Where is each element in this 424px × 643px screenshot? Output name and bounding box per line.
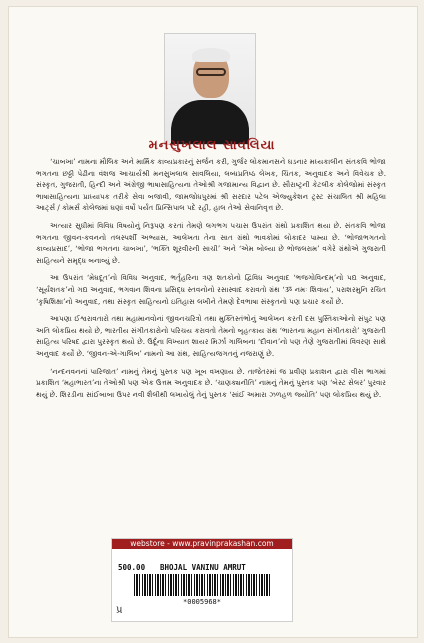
barcode-number: *0005968* [183, 598, 221, 606]
price-label: 500.00 [118, 563, 146, 572]
author-photo-hair [192, 48, 230, 62]
webstore-banner: webstore - www.pravinprakashan.com [112, 539, 292, 549]
price-sticker [111, 538, 293, 622]
author-bio [36, 156, 386, 406]
bio-paragraph: ‘ચાબખા’ નામના મૌલિક અને માર્મિક કાવ્યપ્રકારનું સર્જન કરી, ગુર્જર લોકમાનસને ઘડનાર મધ્યકાલીન સંતકવિ ભોજા ભગતના છઠ્ઠી પેઢીના વંશજ આચાર્યશ્રી મનસુખલાલ સાવલિયા, લબ્ધપ્રતિષ્ઠ લેખક, ચિંતક, અનુવાદક અને વિવેચક છે. સંસ્કૃત, ગુજરાતી, હિન્દી અને અંગ્રેજી ભાષાસાહિત્યના તેઓશ્રી ગજામાન્ય વિદ્વાન છે. સૌરાષ્ટ્રની કેટલીક કોલેજોમાં સંસ્કૃત ભાષાસાહિત્યના પ્રાધ્યાપક તરીકે સેવા બજાવી, જામજોધપુરમાં શ્રી સરદાર પટેલ એજ્યુકેશન ટ્રસ્ટ સંચાલિત શ્રી મહિલા આર્ટ્સ / કોમર્સ કોલેજમાં ઘણાં વર્ષો પર્યંત પ્રિન્સિપાલ પદે રહી, હાલ તેઓ સેવાનિવૃત્ત છે. [36, 157, 386, 213]
book-title-label: BHOJAL VANINU AMRUT [160, 563, 246, 572]
bio-paragraph: આપણા ઈશ્વરાવતારો તથા મહામાનવોનાં જીવનચરિત્રો તથા મુક્તિસ્તંભોનું આલેખન કરતી દસ પુસ્તિકાઓનો સંપુટ પણ અતિ લોકપ્રિય થયો છે, ભારતીય સંગીતકારોનો પરિચય કરાવતો તેમનો બૃહત્કાય ગ્રંથ ‘ભારતના મહાન સંગીતકારો’ ગુજરાતી સાહિત્ય પરિષદ દ્વારા પુરસ્કૃત થયો છે. ઉર્દૂના વિખ્યાત શાયર મિર્ઝા ગાલિબના ‘દીવાન’નો પણ તેણે ગુજરાતીમાં વિવરણ સાથે અનુવાદ કર્યો છે. ‘જીવન-એ-ગાલિબ’ નામનો આ ગ્રંથ, સાહિત્યજગતનું નજરાણું છે. [36, 314, 386, 358]
bio-paragraph: અત્યાર સુધીમાં વિવિધ વિષયોનું નિરૂપણ કરતાં તેમણે લગભગ પચાસ ઉપરાંત ગ્રંથો પ્રકાશિત થયા છે. સંતકવિ ભોજા ભગતના જીવન-કવનનો તલસ્પર્શી અભ્યાસ, આલેખતા તેના સાત ગ્રંથો ભાવકોમાં લોકાદર પામ્યા છે. ‘ભોજાભગતનો કાવ્યપ્રસાદ’, ‘ભોજા ભગતના ચાબખા’, ‘ભક્તિ શૂરવીરની સાચી’ અને ‘એમ બોલ્યા છે ભોજલરામ’ વગેરે ગ્રંથોએ ગુજરાતી સાહિત્યને સમૃદ્ધ બનાવ્યું છે. [36, 220, 386, 265]
author-photo [164, 33, 256, 145]
author-photo-glasses [196, 68, 226, 76]
barcode [134, 574, 272, 596]
bio-paragraph: ‘નન્દનવનનાં પારિજાત’ નામનું તેમનું પુસ્તક પણ ખૂબ વખણાય છે. તાજેતરમાં જ પ્રવીણ પ્રકાશન દ્વારા વીસ ભાગમાં પ્રકાશિત ‘મહાભારત’ના તેઓશ્રી પણ એક ઉત્તમ અનુવાદક છે. ‘ચાણક્યનીતિ’ નામનું તેમનું પુસ્તક પણ ‘બેસ્ટ સેલર’ પુરવાર થયું છે. શિરડીના સાંઈબાબા ઉપર નવી શૈલીથી લખાયેલું તેનું પુસ્તક ‘સાંઈ અમારા ઝળહળ જ્યોતિ’ પણ લોકપ્રિય થયું છે. [36, 366, 386, 399]
bio-paragraph: આ ઉપરાંત ‘મેઘદૂત’નો વિવિધ અનુવાદ, ભર્તૃહરિના ત્રણ શતકોનો દ્વિવિધ અનુવાદ ‘ભજગોવિન્દમ્’નો પદ્ય અનુવાદ, ‘સૂર્યશતક’નો ગદ્ય અનુવાદ, ભગવાન શિવના પ્રસિદ્ધ સ્તવનોનો રસાસ્વાદ કરાવતો ગ્રંથ ‘ૐ નમઃ શિવાય’, પરાશરમુનિ રચિત ‘કૃષિશિક્ષા’નો અનુવાદ, તથા સંસ્કૃત સાહિત્યનો ઇતિહાસ લખીને તેમણે દેવભાષા સંસ્કૃતનો પણ પ્રચાર કર્યો છે. [36, 273, 386, 306]
publisher-logo-icon: પ્ર [116, 605, 123, 616]
author-name: મનસુખલાલ સાવલિયા [148, 138, 276, 153]
